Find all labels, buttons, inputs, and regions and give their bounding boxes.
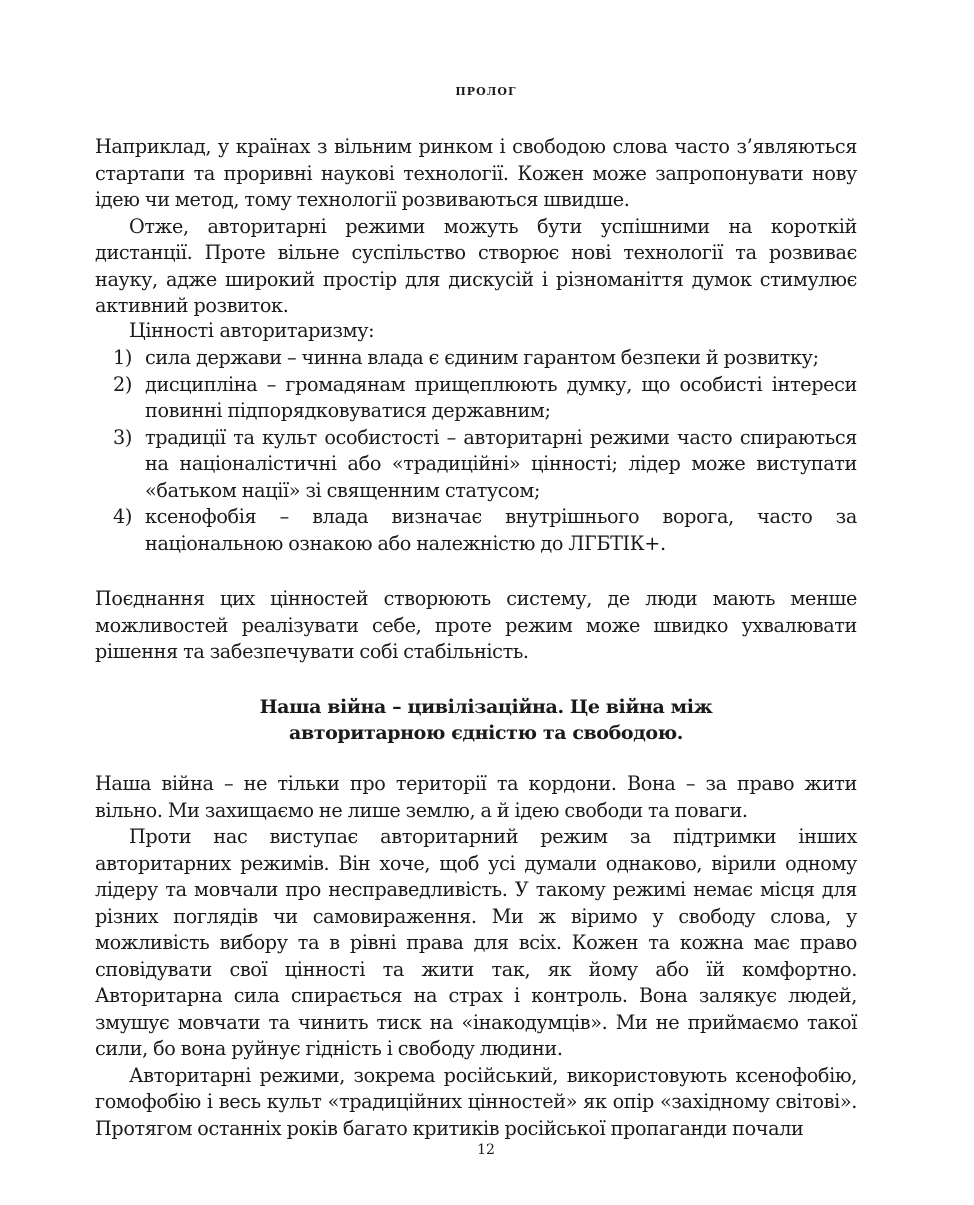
paragraph: Наприклад, у країнах з вільним ринком і свободою слова часто з’являються стартапи та проривні наукові технології. Кожен може запропонувати нову ідею чи метод, тому технології розвиваються швидше. xyxy=(95,135,857,211)
section-heading-line: Наша війна – цивілізаційна. Це війна між xyxy=(259,696,713,718)
section-heading-line: авторитарною єдністю та свободою. xyxy=(289,722,683,744)
list-title: Цінності авторитаризму: xyxy=(129,319,375,342)
list-item-text: дисципліна – громадянам прищеплюють думку, що особисті інтереси повинні підпорядковуватися державним; xyxy=(145,372,857,422)
running-head: ПРОЛОГ xyxy=(455,85,517,98)
list-item-number: 4) xyxy=(113,505,132,528)
paragraph: Поєднання цих цінностей створюють систему, де люди мають менше можливостей реалізувати себе, проте режим може швидко ухвалювати рішення та забезпечувати собі стабільність. xyxy=(95,587,857,663)
paragraph: Авторитарні режими, зокрема російський, використовують ксенофобію, гомофобію і весь культ «традиційних цінностей» як опір «західному світові». Протягом останніх років багато критиків російської пропаганди почали xyxy=(95,1063,857,1140)
middle-text-block xyxy=(95,586,857,666)
list-item xyxy=(95,372,857,425)
list-item-text: традиції та культ особистості – авторитарні режими часто спираються на націоналістичні або «традиційні» цінності; лідер може виступати «батьком нації» зі священним статусом; xyxy=(145,425,857,502)
section-heading xyxy=(95,694,877,746)
list-item-number: 3) xyxy=(113,425,132,449)
list-item xyxy=(95,425,857,505)
paragraph: Наша війна – не тільки про території та кордони. Вона – за право жити вільно. Ми захищаємо не лише землю, а й ідею свободи та поваги. xyxy=(95,772,857,822)
list-item-number: 1) xyxy=(113,346,132,369)
list-item xyxy=(95,504,857,557)
paragraph: Проти нас виступає авторитарний режим за підтримки інших авторитарних режимів. Він хоче, щоб усі думали однаково, вірили одному лідеру та мовчали про несправедливість. У такому режимі немає місця для різних поглядів чи самовираження. Ми ж віримо у свободу слова, у можливість вибору та в рівні права для всіх. Кожен та кожна має право сповідувати свої цінності та жити так, як йому або їй комфортно. Авторитарна сила спирається на страх і контроль. Вона залякує людей, змушує мовчати та чинить тиск на «інакодумців». Ми не приймаємо такої сили, бо вона руйнує гідність і свободу людини. xyxy=(95,825,857,1060)
values-list xyxy=(95,345,857,557)
list-item-text: сила держави – чинна влада є єдиним гарантом безпеки й розвитку; xyxy=(145,346,819,369)
paragraph: Отже, авторитарні режими можуть бути успішними на короткій дистанції. Проте вільне суспільство створює нові технології та розвиває науку, адже широкий простір для дискусій і різноманіття думок стимулює активний розвиток. xyxy=(95,214,857,317)
body-text-block xyxy=(95,771,857,1142)
list-item-text: ксенофобія – влада визначає внутрішнього ворога, часто за національною ознакою або належністю до ЛГБТІК+. xyxy=(145,505,857,555)
intro-text-block xyxy=(95,134,857,320)
list-item-number: 2) xyxy=(113,372,132,396)
page-number: 12 xyxy=(477,1142,495,1158)
list-item xyxy=(95,345,857,372)
